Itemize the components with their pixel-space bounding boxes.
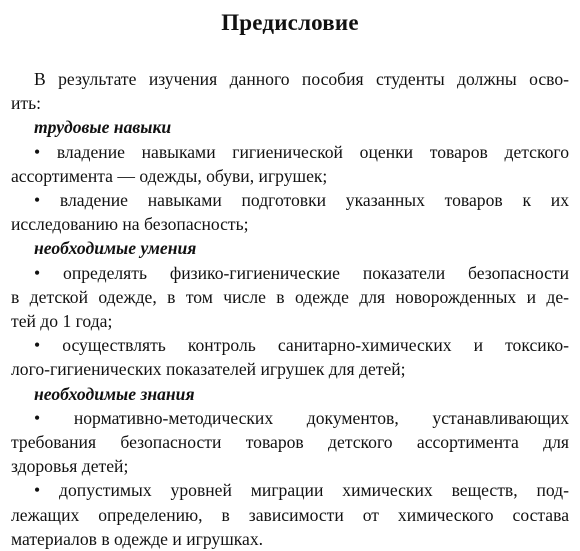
list-item-line: ассортимента — одежды, обуви, игрушек; bbox=[11, 165, 328, 186]
intro-line: ить: bbox=[11, 93, 42, 114]
section-heading: трудовые навыки bbox=[34, 117, 172, 138]
list-item-line: исследованию на безопасность; bbox=[11, 214, 249, 235]
list-item-line: в детской одежде, в том числе в одежде для новорожденных и де- bbox=[11, 286, 569, 307]
section-heading: необходимые знания bbox=[34, 383, 195, 404]
list-item-line: здоровья детей; bbox=[11, 456, 129, 477]
list-item-line: • владение навыками гигиенической оценки товаров детского bbox=[34, 141, 569, 162]
list-item-line: материалов в одежде и игрушках. bbox=[11, 528, 264, 549]
page bbox=[11, 0, 569, 551]
list-item-line: • определять физико-гигиенические показатели безопасности bbox=[34, 262, 569, 283]
list-item-line: лежащих определению, в зависимости от химического состава bbox=[11, 504, 569, 525]
section-heading: необходимые умения bbox=[34, 238, 197, 259]
list-item-line: • осуществлять контроль санитарно-химических и токсико- bbox=[34, 335, 569, 356]
list-item-line: лого-гигиенических показателей игрушек для детей; bbox=[11, 359, 406, 380]
list-item-line: • нормативно-методических документов, устанавливающих bbox=[34, 407, 569, 428]
list-item-line: • владение навыками подготовки указанных товаров к их bbox=[34, 190, 569, 211]
list-item-line: требования безопасности товаров детского ассортимента для bbox=[11, 432, 569, 453]
page-title: Предисловие bbox=[221, 10, 359, 35]
list-item-line: тей до 1 года; bbox=[11, 311, 113, 332]
intro-line: В результате изучения данного пособия студенты должны осво- bbox=[34, 69, 569, 89]
body-text bbox=[11, 67, 569, 551]
list-item-line: • допустимых уровней миграции химических веществ, под- bbox=[34, 480, 569, 501]
